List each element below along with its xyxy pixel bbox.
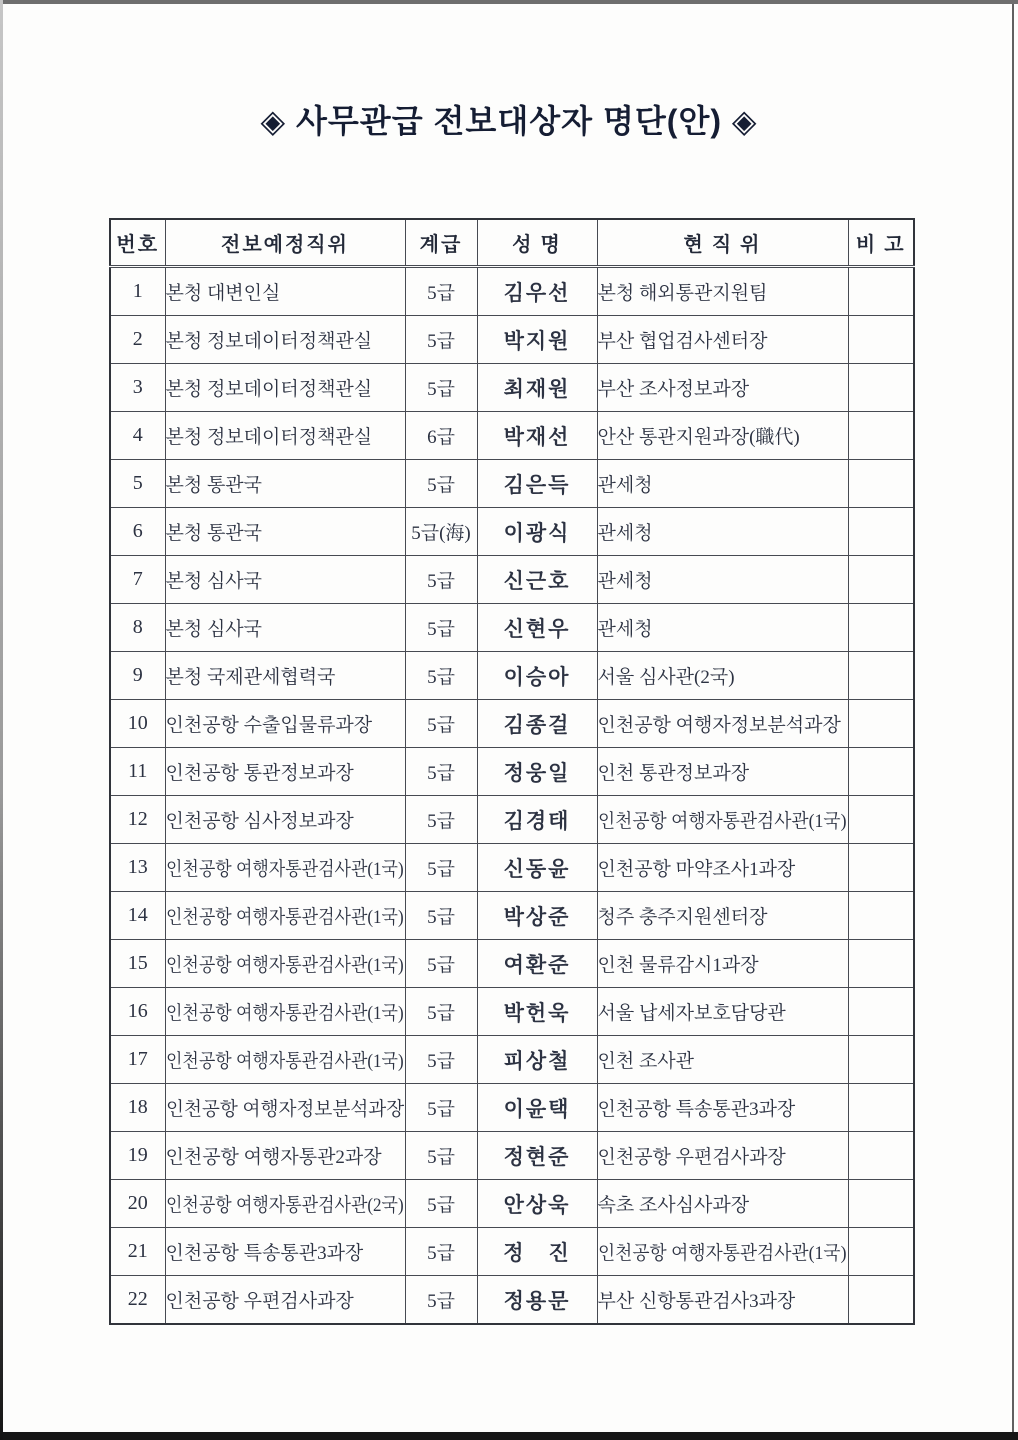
cell-row-number: 11 <box>110 748 165 796</box>
cell-note <box>848 796 914 844</box>
cell-planned-position: 인천공항 수출입물류과장 <box>165 700 405 748</box>
cell-note <box>848 700 914 748</box>
cell-name: 피상철 <box>477 1036 597 1084</box>
cell-note <box>848 508 914 556</box>
cell-rank: 5급 <box>405 1036 477 1084</box>
cell-rank: 5급 <box>405 1180 477 1228</box>
cell-rank: 5급 <box>405 652 477 700</box>
cell-row-number: 21 <box>110 1228 165 1276</box>
table-row <box>110 700 914 748</box>
cell-note <box>848 556 914 604</box>
table-row <box>110 556 914 604</box>
cell-planned-position: 본청 통관국 <box>165 460 405 508</box>
cell-name: 신현우 <box>477 604 597 652</box>
cell-row-number: 5 <box>110 460 165 508</box>
cell-row-number: 19 <box>110 1132 165 1180</box>
cell-planned-position: 인천공항 여행자통관검사관(1국) <box>165 892 405 940</box>
cell-row-number: 18 <box>110 1084 165 1132</box>
scan-edge-bottom <box>0 1432 1018 1440</box>
cell-planned-position: 인천공항 우편검사과장 <box>165 1276 405 1325</box>
cell-planned-position: 인천공항 심사정보과장 <box>165 796 405 844</box>
cell-current-position: 인천공항 우편검사과장 <box>597 1132 848 1180</box>
cell-note <box>848 1132 914 1180</box>
cell-note <box>848 604 914 652</box>
cell-name: 이윤택 <box>477 1084 597 1132</box>
cell-planned-position: 본청 정보데이터정책관실 <box>165 316 405 364</box>
table-row <box>110 652 914 700</box>
table-row <box>110 988 914 1036</box>
cell-note <box>848 267 914 316</box>
cell-row-number: 20 <box>110 1180 165 1228</box>
cell-current-position: 부산 조사정보과장 <box>597 364 848 412</box>
table-row <box>110 796 914 844</box>
cell-planned-position: 인천공항 특송통관3과장 <box>165 1228 405 1276</box>
cell-current-position: 관세청 <box>597 604 848 652</box>
cell-planned-position: 본청 국제관세협력국 <box>165 652 405 700</box>
cell-note <box>848 1180 914 1228</box>
cell-planned-position: 인천공항 여행자통관검사관(1국) <box>165 940 405 988</box>
cell-note <box>848 652 914 700</box>
cell-name: 정웅일 <box>477 748 597 796</box>
cell-note <box>848 412 914 460</box>
cell-current-position: 본청 해외통관지원팀 <box>597 267 848 316</box>
cell-current-position: 부산 신항통관검사3과장 <box>597 1276 848 1325</box>
cell-current-position: 청주 충주지원센터장 <box>597 892 848 940</box>
cell-name: 김우선 <box>477 267 597 316</box>
table-row <box>110 1276 914 1325</box>
cell-planned-position: 인천공항 여행자정보분석과장 <box>165 1084 405 1132</box>
cell-name: 박재선 <box>477 412 597 460</box>
cell-row-number: 3 <box>110 364 165 412</box>
table-row <box>110 1228 914 1276</box>
cell-rank: 5급 <box>405 604 477 652</box>
cell-name: 신근호 <box>477 556 597 604</box>
cell-row-number: 4 <box>110 412 165 460</box>
cell-rank: 5급 <box>405 892 477 940</box>
table-row <box>110 1180 914 1228</box>
cell-row-number: 2 <box>110 316 165 364</box>
cell-name: 신동윤 <box>477 844 597 892</box>
document-title: ◈ 사무관급 전보대상자 명단(안) ◈ <box>260 103 758 139</box>
table-row <box>110 1132 914 1180</box>
table-row <box>110 1036 914 1084</box>
table-header <box>110 219 914 267</box>
scan-edge-left <box>0 0 3 1440</box>
cell-current-position: 인천공항 여행자정보분석과장 <box>597 700 848 748</box>
cell-name: 박지원 <box>477 316 597 364</box>
cell-current-position: 인천공항 여행자통관검사관(1국) <box>597 796 848 844</box>
cell-current-position: 부산 협업검사센터장 <box>597 316 848 364</box>
cell-planned-position: 본청 정보데이터정책관실 <box>165 364 405 412</box>
table-row <box>110 940 914 988</box>
cell-current-position: 속초 조사심사과장 <box>597 1180 848 1228</box>
table-row <box>110 412 914 460</box>
cell-rank: 5급 <box>405 1084 477 1132</box>
cell-name: 이광식 <box>477 508 597 556</box>
scan-edge-top <box>0 0 1018 4</box>
cell-planned-position: 본청 심사국 <box>165 556 405 604</box>
transfer-roster-table <box>109 218 915 1325</box>
cell-note <box>848 364 914 412</box>
cell-note <box>848 1084 914 1132</box>
cell-current-position: 인천 조사관 <box>597 1036 848 1084</box>
cell-rank: 5급 <box>405 940 477 988</box>
table-row <box>110 508 914 556</box>
cell-note <box>848 316 914 364</box>
cell-rank: 5급 <box>405 316 477 364</box>
cell-rank: 5급 <box>405 1132 477 1180</box>
cell-note <box>848 1276 914 1325</box>
cell-note <box>848 1036 914 1084</box>
cell-name: 김은득 <box>477 460 597 508</box>
col-header-current-position: 현 직 위 <box>597 219 848 267</box>
cell-planned-position: 인천공항 여행자통관검사관(1국) <box>165 988 405 1036</box>
table-row <box>110 267 914 316</box>
table-row <box>110 364 914 412</box>
cell-note <box>848 748 914 796</box>
cell-name: 여환준 <box>477 940 597 988</box>
cell-name: 이승아 <box>477 652 597 700</box>
table-body <box>110 267 914 1325</box>
cell-name: 정용문 <box>477 1276 597 1325</box>
cell-planned-position: 인천공항 여행자통관검사관(1국) <box>165 1036 405 1084</box>
cell-current-position: 인천 물류감시1과장 <box>597 940 848 988</box>
cell-name: 최재원 <box>477 364 597 412</box>
col-header-number: 번호 <box>110 219 165 267</box>
cell-note <box>848 940 914 988</box>
cell-rank: 5급 <box>405 1228 477 1276</box>
cell-row-number: 7 <box>110 556 165 604</box>
cell-row-number: 14 <box>110 892 165 940</box>
cell-planned-position: 인천공항 통관정보과장 <box>165 748 405 796</box>
cell-current-position: 안산 통관지원과장(職代) <box>597 412 848 460</box>
cell-name: 박상준 <box>477 892 597 940</box>
header-row <box>110 219 914 267</box>
cell-current-position: 인천공항 마약조사1과장 <box>597 844 848 892</box>
col-header-note: 비 고 <box>848 219 914 267</box>
cell-row-number: 12 <box>110 796 165 844</box>
table-row <box>110 1084 914 1132</box>
table-row <box>110 892 914 940</box>
cell-note <box>848 892 914 940</box>
cell-rank: 5급 <box>405 267 477 316</box>
cell-current-position: 인천공항 특송통관3과장 <box>597 1084 848 1132</box>
cell-planned-position: 본청 심사국 <box>165 604 405 652</box>
table-row <box>110 604 914 652</box>
col-header-name: 성 명 <box>477 219 597 267</box>
cell-rank: 5급 <box>405 460 477 508</box>
cell-name: 김경태 <box>477 796 597 844</box>
cell-rank: 5급 <box>405 556 477 604</box>
cell-rank: 5급 <box>405 364 477 412</box>
cell-rank: 5급 <box>405 1276 477 1325</box>
cell-current-position: 서울 납세자보호담당관 <box>597 988 848 1036</box>
cell-current-position: 인천 통관정보과장 <box>597 748 848 796</box>
cell-note <box>848 988 914 1036</box>
table-row <box>110 844 914 892</box>
cell-name: 정 진 <box>477 1228 597 1276</box>
cell-row-number: 6 <box>110 508 165 556</box>
cell-planned-position: 인천공항 여행자통관검사관(2국) <box>165 1180 405 1228</box>
cell-row-number: 9 <box>110 652 165 700</box>
cell-current-position: 관세청 <box>597 460 848 508</box>
cell-note <box>848 460 914 508</box>
cell-row-number: 22 <box>110 1276 165 1325</box>
cell-note <box>848 1228 914 1276</box>
cell-rank: 5급 <box>405 844 477 892</box>
cell-name: 김종걸 <box>477 700 597 748</box>
col-header-rank: 계급 <box>405 219 477 267</box>
cell-rank: 5급 <box>405 796 477 844</box>
cell-row-number: 1 <box>110 267 165 316</box>
cell-planned-position: 인천공항 여행자통관2과장 <box>165 1132 405 1180</box>
cell-name: 정현준 <box>477 1132 597 1180</box>
cell-current-position: 서울 심사관(2국) <box>597 652 848 700</box>
cell-rank: 5급(海) <box>405 508 477 556</box>
cell-row-number: 17 <box>110 1036 165 1084</box>
cell-rank: 5급 <box>405 988 477 1036</box>
cell-note <box>848 844 914 892</box>
cell-rank: 5급 <box>405 700 477 748</box>
cell-name: 박헌욱 <box>477 988 597 1036</box>
col-header-planned-position: 전보예정직위 <box>165 219 405 267</box>
table-row <box>110 316 914 364</box>
cell-row-number: 13 <box>110 844 165 892</box>
cell-name: 안상욱 <box>477 1180 597 1228</box>
scan-edge-right <box>1012 4 1014 1432</box>
cell-current-position: 관세청 <box>597 508 848 556</box>
table-row <box>110 460 914 508</box>
cell-planned-position: 인천공항 여행자통관검사관(1국) <box>165 844 405 892</box>
cell-rank: 5급 <box>405 748 477 796</box>
cell-planned-position: 본청 정보데이터정책관실 <box>165 412 405 460</box>
cell-current-position: 인천공항 여행자통관검사관(1국) <box>597 1228 848 1276</box>
table-row <box>110 748 914 796</box>
cell-planned-position: 본청 통관국 <box>165 508 405 556</box>
cell-row-number: 10 <box>110 700 165 748</box>
cell-row-number: 16 <box>110 988 165 1036</box>
cell-rank: 6급 <box>405 412 477 460</box>
cell-row-number: 15 <box>110 940 165 988</box>
cell-row-number: 8 <box>110 604 165 652</box>
cell-current-position: 관세청 <box>597 556 848 604</box>
cell-planned-position: 본청 대변인실 <box>165 267 405 316</box>
